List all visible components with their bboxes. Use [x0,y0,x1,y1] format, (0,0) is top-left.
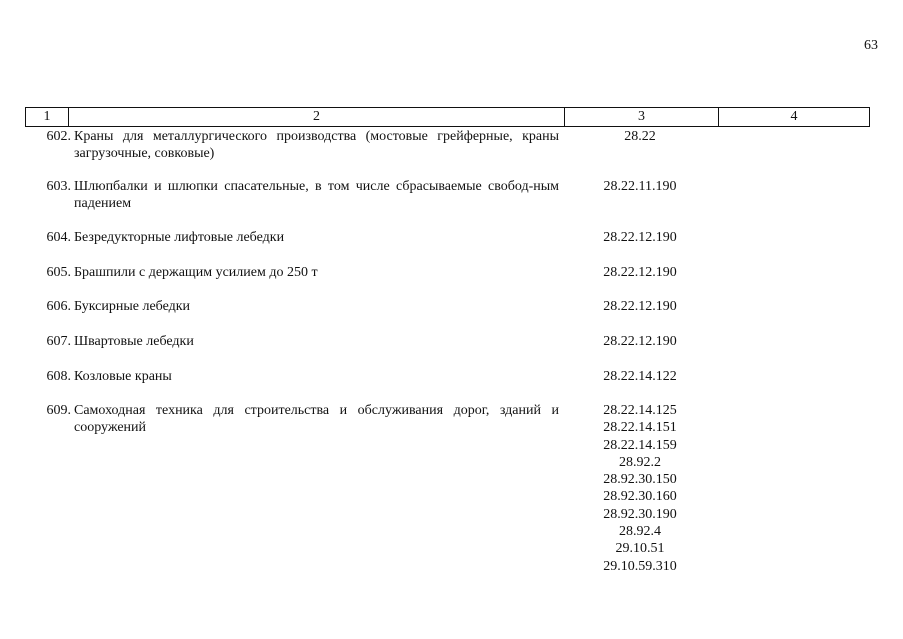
row-description: Безредукторные лифтовые лебедки [74,230,285,245]
okpd-code: 28.92.30.190 [603,506,677,522]
row-description: Козловые краны [74,369,172,384]
row-number: 602. [46,129,71,144]
header-col-3: 3 [564,108,718,126]
row-description: Шлюпбалки и шлюпки спасательные, в том числе сбрасываемые свобод-ным падением [74,179,559,211]
okpd-code: 28.22.11.190 [603,179,677,194]
row-description: Краны для металлургического производства (мостовые грейферные, краны загрузочные, совковые) [74,129,559,161]
row-description: Швартовые лебедки [74,334,194,349]
row-number: 607. [46,334,71,349]
okpd-code: 29.10.59.310 [603,558,677,574]
table-row [25,368,717,385]
table-row [25,229,717,246]
table-row [25,128,717,162]
okpd-code: 28.92.4 [619,524,661,540]
table-row [25,402,717,575]
header-col-1: 1 [43,109,51,124]
okpd-code: 28.22.14.122 [603,369,677,384]
row-codes [563,128,717,162]
row-number: 609. [46,403,71,418]
okpd-code: 28.92.30.160 [603,489,677,505]
okpd-code: 28.22.14.151 [603,420,677,436]
table-row [25,178,717,212]
okpd-code: 28.22.12.190 [603,265,677,280]
okpd-code: 28.22.12.190 [603,230,677,245]
row-codes [563,264,717,281]
row-number: 606. [46,299,71,314]
row-description: Брашпили с держащим усилием до 250 т [74,265,318,280]
okpd-code: 28.22 [624,129,656,144]
okpd-code: 28.92.2 [619,454,661,470]
okpd-code: 28.22.12.190 [603,299,677,314]
row-codes [563,333,717,350]
okpd-code: 28.92.30.150 [603,472,677,488]
okpd-code: 28.22.12.190 [603,334,677,349]
table-row [25,298,717,315]
row-description: Самоходная техника для строительства и обслуживания дорог, зданий и сооружений [74,403,559,435]
table-row [25,333,717,350]
page-number: 63 [864,38,878,53]
row-codes [563,368,717,385]
row-number: 603. [46,179,71,194]
row-codes [563,178,717,212]
okpd-code: 29.10.51 [615,541,665,557]
table-header [25,107,870,127]
row-description: Буксирные лебедки [74,299,191,314]
okpd-code: 28.22.14.125 [603,403,677,418]
row-codes [563,402,717,575]
row-number: 608. [46,369,71,384]
row-codes [563,298,717,315]
header-col-2: 2 [68,108,564,126]
header-col-4: 4 [718,108,869,126]
okpd-code: 28.22.14.159 [603,437,677,453]
row-codes [563,229,717,246]
row-number: 604. [46,230,71,245]
table-row [25,264,717,281]
row-number: 605. [46,265,71,280]
